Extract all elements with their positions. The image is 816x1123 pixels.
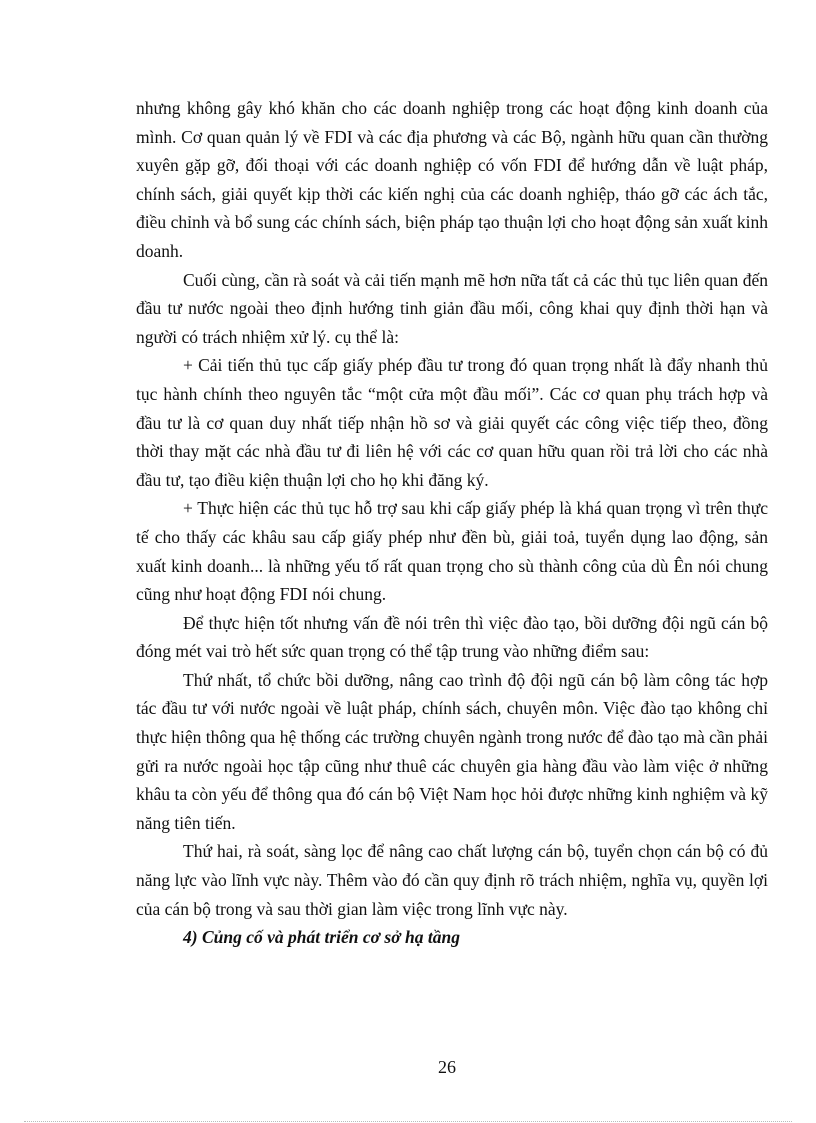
paragraph-4: + Thực hiện các thủ tục hỗ trợ sau khi cấp giấy phép là khá quan trọng vì trên thực tế cho thấy các khâu sau cấp giấy phép như đền bù, giải toả, tuyển dụng lao động, sản xuất kinh doanh... là những yếu tố rất quan trọng cho sù thành công của dù Ên nói chung cũng như hoạt động FDI nói chung. xyxy=(136,498,768,605)
paragraph-5: Để thực hiện tốt nhưng vấn đề nói trên thì việc đào tạo, bồi dưỡng đội ngũ cán bộ đóng mét vai trò hết sức quan trọng có thể tập trung vào những điểm sau: xyxy=(136,612,768,662)
page-number: 26 xyxy=(438,1057,456,1077)
section-heading: 4) Củng cố và phát triển cơ sở hạ tầng xyxy=(183,927,460,948)
page-bottom-divider xyxy=(24,1121,792,1122)
paragraph-1: nhưng không gây khó khăn cho các doanh nghiệp trong các hoạt động kinh doanh của mình. Cơ quan quản lý về FDI và các địa phương và các Bộ, ngành hữu quan cần thường xuyên gặp gỡ, đối thoại với các doanh nghiệp có vốn FDI để hướng dẫn về luật pháp, chính sách, giải quyết kịp thời các kiến nghị của các doanh nghiệp, tháo gỡ các ách tắc, điều chỉnh và bổ sung các chính sách, biện pháp tạo thuận lợi cho hoạt động sản xuất kinh doanh. xyxy=(136,98,768,261)
body-text xyxy=(136,94,768,952)
paragraph-6: Thứ nhất, tổ chức bồi dưỡng, nâng cao trình độ đội ngũ cán bộ làm công tác hợp tác đầu tư với nước ngoài về luật pháp, chính sách, chuyên môn. Việc đào tạo không chỉ thực hiện thông qua hệ thống các trường chuyên ngành trong nước để đào tạo mà cần phải gửi ra nước ngoài học tập cũng như thuê các chuyên gia hàng đầu vào làm việc ở những khâu ta còn yếu để thông qua đó cán bộ Việt Nam học hỏi được những kinh nghiệm và kỹ năng tiên tiến. xyxy=(136,669,768,833)
paragraph-7: Thứ hai, rà soát, sàng lọc để nâng cao chất lượng cán bộ, tuyển chọn cán bộ có đủ năng lực vào lĩnh vực này. Thêm vào đó cần quy định rõ trách nhiệm, nghĩa vụ, quyền lợi của cán bộ trong và sau thời gian làm việc trong lĩnh vực này. xyxy=(136,841,768,919)
paragraph-3: + Cải tiến thủ tục cấp giấy phép đầu tư trong đó quan trọng nhất là đẩy nhanh thủ tục hành chính theo nguyên tắc “một cửa một đầu mối”. Các cơ quan phụ trách hợp và đầu tư là cơ quan duy nhất tiếp nhận hồ sơ và giải quyết các công việc tiếp theo, đồng thời thay mặt các nhà đầu tư đi liên hệ với các cơ quan hữu quan rồi trả lời cho các nhà đầu tư, tạo điều kiện thuận lợi cho họ khi đăng ký. xyxy=(136,355,768,490)
paragraph-2: Cuối cùng, cần rà soát và cải tiến mạnh mẽ hơn nữa tất cả các thủ tục liên quan đến đầu tư nước ngoài theo định hướng tinh giản đầu mối, công khai quy định thời hạn và người có trách nhiệm xử lý. cụ thể là: xyxy=(136,269,768,347)
